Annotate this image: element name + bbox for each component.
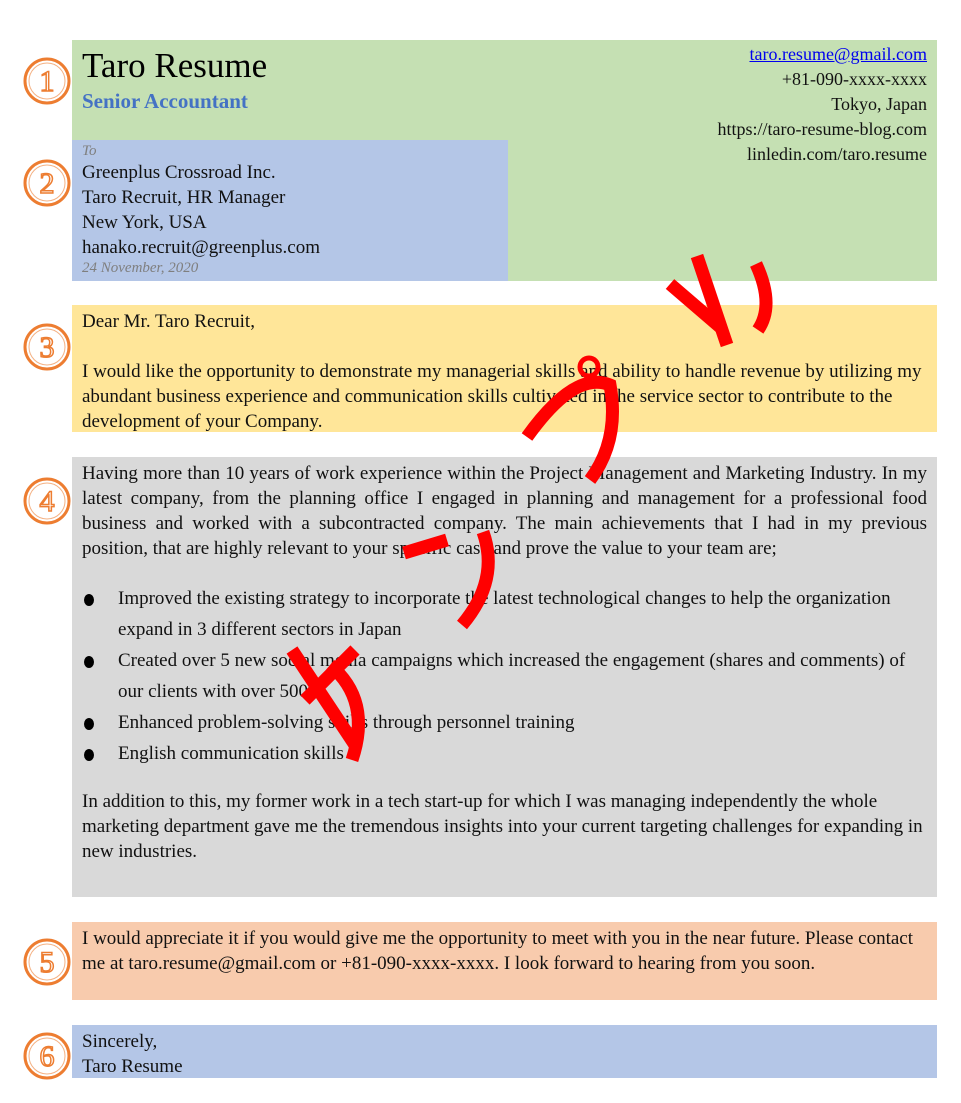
section-number-5 [22,937,72,987]
linkedin: linledin.com/taro.resume [747,144,927,164]
location: Tokyo, Japan [831,94,927,114]
signature-name: Taro Resume [82,1056,183,1077]
recipient-person: Taro Recruit, HR Manager [82,187,286,208]
website: https://taro-resume-blog.com [717,119,927,139]
svg-text:2: 2 [39,167,55,200]
section-number-4 [22,476,72,526]
bullet-icon [84,594,94,606]
svg-text:3: 3 [39,331,55,364]
email-link[interactable]: taro.resume@gmail.com [749,44,927,64]
recipient-location: New York, USA [82,212,207,233]
achievement-text: Improved the existing strategy to incorporate the latest technological changes to help the organization expand in 3 different sectors in Japan [118,588,891,640]
closing-paragraph: I would appreciate it if you would give me the opportunity to meet with you in the near future. Please contact me at taro.resume@gmail.com or +81-090-xxxx-xxxx. I look forward to hearing from you soon. [82,928,914,974]
section-number-1 [22,56,72,106]
valediction: Sincerely, [82,1031,158,1052]
greeting: Dear Mr. Taro Recruit, [82,311,255,332]
intro-section [72,305,937,432]
body-section [72,457,937,897]
recipient-company: Greenplus Crossroad Inc. [82,162,276,183]
to-label: To [82,143,97,159]
section-number-3 [22,322,72,372]
closing-section [72,922,937,1000]
intro-paragraph: I would like the opportunity to demonstrate my managerial skills and ability to handle revenue by utilizing my abundant business experience and communication skills cultivated in the service sector to contribute to the development of your Company. [82,361,922,432]
achievement-text: English communication skills [118,743,344,764]
svg-text:4: 4 [39,485,55,518]
bullet-icon [84,656,94,668]
svg-text:1: 1 [39,65,55,98]
achievements-list [82,583,927,769]
list-item [118,738,927,769]
letter-date: 24 November, 2020 [82,260,199,276]
achievement-text: Enhanced problem-solving skills through personnel training [118,712,575,733]
bullet-icon [84,749,94,761]
body-paragraph-2: In addition to this, my former work in a tech start-up for which I was managing independently the whole marketing department gave me the tremendous insights into your current targeting challenges for expanding in new industries. [82,791,923,862]
svg-text:6: 6 [39,1040,55,1073]
list-item [118,583,927,645]
contact-info [718,42,927,167]
job-title: Senior Accountant [82,89,248,113]
phone-number: +81-090-xxxx-xxxx [781,69,927,89]
section-number-6 [22,1031,72,1081]
list-item [118,707,927,738]
recipient-email: hanako.recruit@greenplus.com [82,237,321,258]
body-paragraph-1: Having more than 10 years of work experience within the Project Management and Marketing Industry. In my latest company, from the planning office I engaged in planning and management for a professional food business and worked with a subcontracted company. The main achievements that I had in my previous position, that are highly relevant to your specific case and prove the value to your team are; [82,463,927,559]
bullet-icon [84,718,94,730]
recipient-section [72,140,508,281]
signature-section [72,1025,937,1078]
applicant-name: Taro Resume [82,46,268,85]
achievement-text: Created over 5 new social media campaigns which increased the engagement (shares and comments) of our clients with over 500% [118,650,906,702]
svg-text:5: 5 [39,946,55,979]
section-number-2 [22,158,72,208]
list-item [118,645,927,707]
